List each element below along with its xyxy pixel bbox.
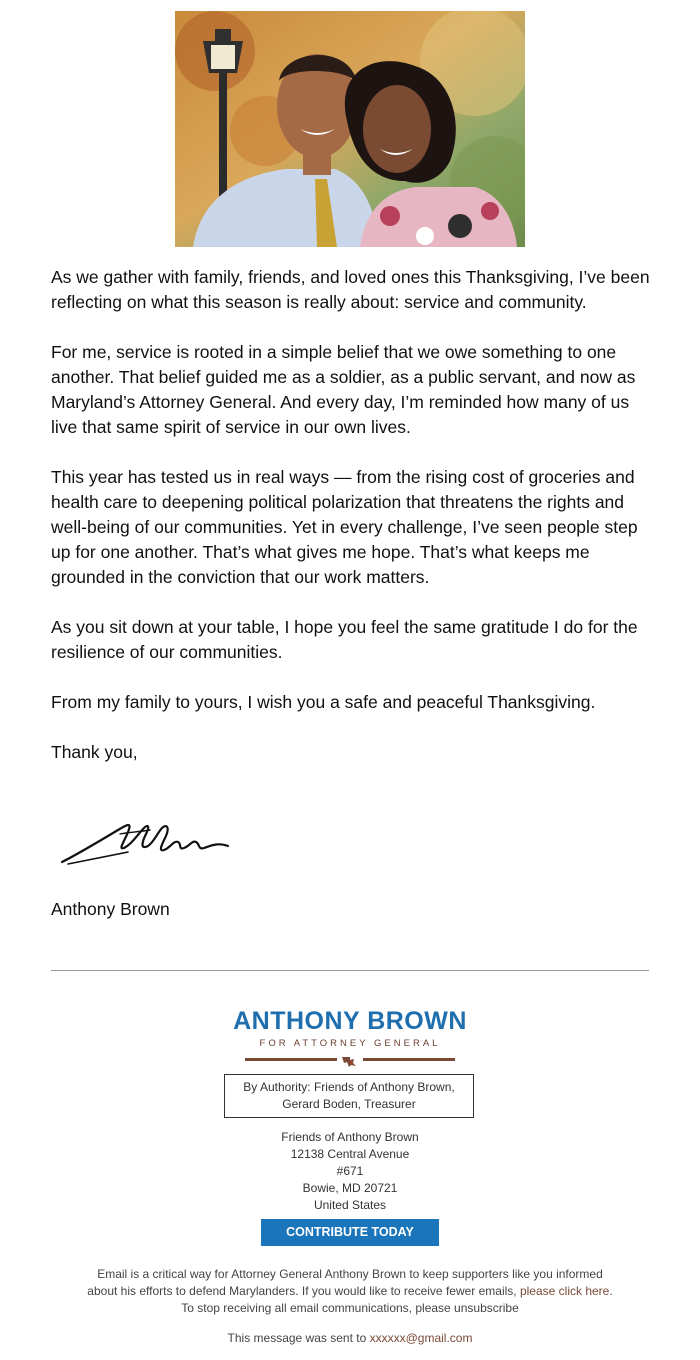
unsubscribe-line[interactable]: To stop receiving all email communications, please unsubscribe xyxy=(181,1301,519,1315)
campaign-logo xyxy=(200,1006,500,1068)
email-preferences-note xyxy=(60,1266,640,1317)
footer-divider xyxy=(51,970,649,971)
signer-name: Anthony Brown xyxy=(51,899,170,919)
handwritten-signature xyxy=(58,812,238,872)
address-city: Bowie, MD 20721 xyxy=(302,1181,398,1195)
letter-paragraph: This year has tested us in real ways — from the rising cost of groceries and health care to deepening political polarization that threatens the rights and well-being of our communities. Yet in every challenge, I’ve seen people step up for one another. That’s what gives me hope. That’s what keeps me grounded in the conviction that our work matters. xyxy=(51,467,638,587)
couple-portrait-photo xyxy=(175,11,525,247)
authority-line: By Authority: Friends of Anthony Brown, xyxy=(243,1080,455,1094)
maryland-state-icon xyxy=(340,1054,360,1068)
footer-text: . xyxy=(609,1284,613,1298)
letter-body xyxy=(51,265,651,790)
letter-closing: Thank you, xyxy=(51,742,138,762)
authority-line: Gerard Boden, Treasurer xyxy=(282,1097,416,1111)
paid-for-by-box xyxy=(224,1074,474,1118)
address-org: Friends of Anthony Brown xyxy=(281,1130,419,1144)
address-country: United States xyxy=(313,1198,387,1212)
footer-line: Email is a critical way for Attorney General Anthony Brown to keep supporters like you informed xyxy=(97,1267,603,1281)
logo-subtitle: FOR ATTORNEY GENERAL xyxy=(259,1038,441,1049)
letter-paragraph: From my family to yours, I wish you a safe and peaceful Thanksgiving. xyxy=(51,692,596,712)
address-unit: #671 xyxy=(336,1164,364,1178)
hero-photo xyxy=(175,11,525,247)
letter-paragraph: As you sit down at your table, I hope you feel the same gratitude I do for the resilience of our communities. xyxy=(51,617,638,662)
recipient-email: xxxxxx@gmail.com xyxy=(369,1331,473,1345)
footer-line xyxy=(60,1283,640,1300)
contribute-button[interactable]: CONTRIBUTE TODAY xyxy=(261,1219,439,1246)
logo-underline xyxy=(245,1054,455,1068)
letter-paragraph: As we gather with family, friends, and loved ones this Thanksgiving, I’ve been reflecting on what this season is really about: service and community. xyxy=(51,267,650,312)
sent-to-label: This message was sent to xyxy=(227,1331,370,1345)
address-street: 12138 Central Avenue xyxy=(290,1147,410,1161)
sent-to-line xyxy=(100,1330,600,1347)
footer-text: about his efforts to defend Marylanders. If you would like to receive fewer emails, xyxy=(87,1284,520,1298)
mailing-address xyxy=(200,1129,500,1214)
letter-paragraph: For me, service is rooted in a simple belief that we owe something to one another. That belief guided me as a soldier, as a public servant, and now as Maryland’s Attorney General. And every day, I’m reminded how many of us live that same spirit of service in our own lives. xyxy=(51,342,636,437)
logo-name: ANTHONY BROWN xyxy=(233,1007,467,1035)
fewer-emails-link[interactable]: please click here xyxy=(519,1284,610,1298)
